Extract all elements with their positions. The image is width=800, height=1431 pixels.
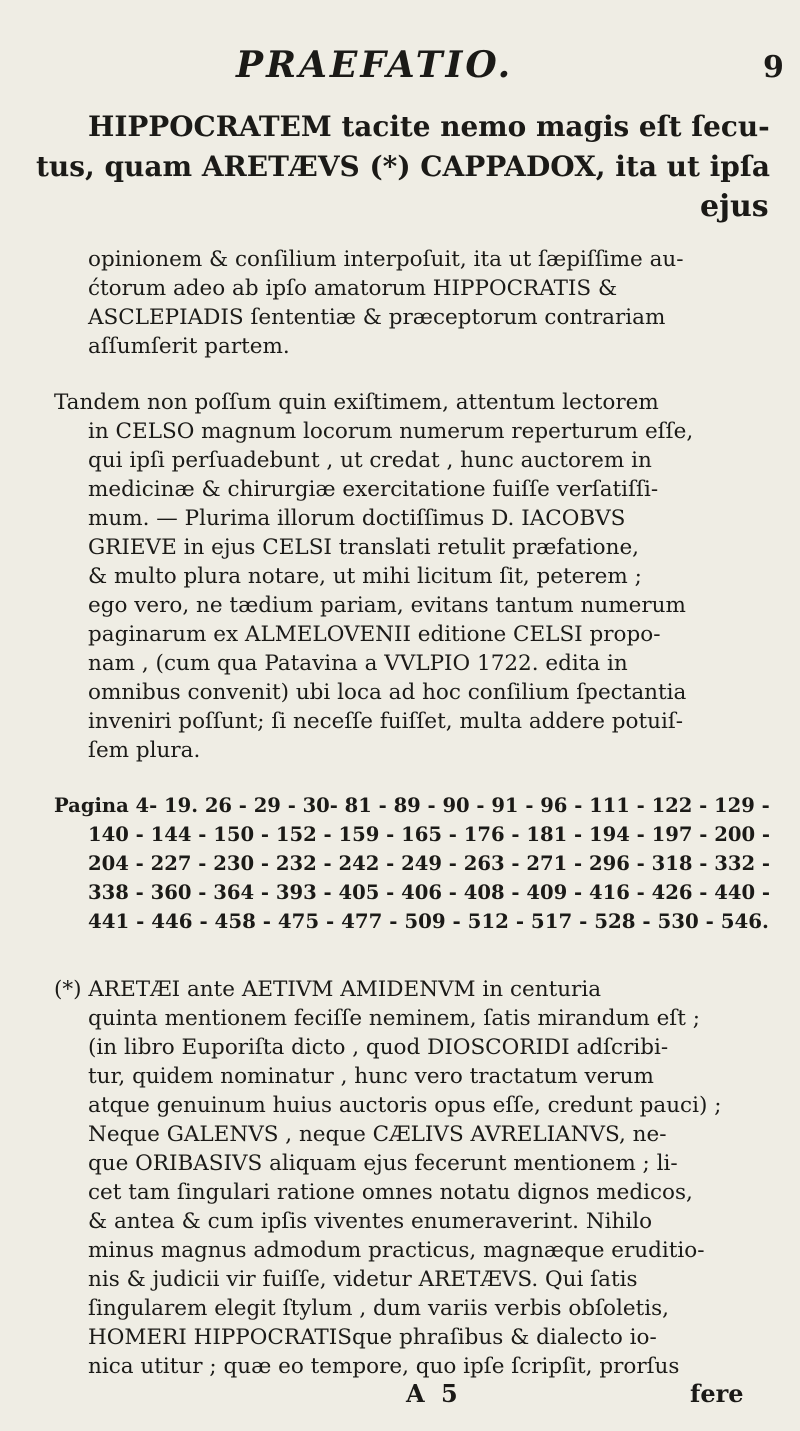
page-list-line: 140 - 144 - 150 - 152 - 159 - 165 - 176 - 181 - 194 - 197 - 200 - — [88, 823, 771, 846]
page-list-line: 204 - 227 - 230 - 232 - 242 - 249 - 263 - 271 - 296 - 318 - 332 - — [88, 852, 771, 875]
text-line: inveniri poſſunt; ſi neceſſe fuiſſet, multa addere potuiſ- — [88, 709, 684, 734]
text-line: ejus — [700, 189, 769, 224]
footnote-line: nica utitur ; quæ eo tempore, quo ipſe ſcripſit, prorſus — [88, 1354, 680, 1379]
page-header — [0, 22, 800, 86]
signature-mark: A 5 — [406, 1379, 462, 1408]
footnote-line: & antea & cum ipſis viventes enumeraverint. Nihilo — [88, 1209, 653, 1234]
footnote-line: minus magnus admodum practicus, magnæque eruditio- — [88, 1238, 705, 1263]
page-list-line: Pagina 4- 19. 26 - 29 - 30- 81 - 89 - 90 - 91 - 96 - 111 - 122 - 129 - — [54, 794, 770, 817]
footnote-line: cet tam ſingulari ratione omnes notatu dignos medicos, — [88, 1180, 693, 1205]
page-list-line: 338 - 360 - 364 - 393 - 405 - 406 - 408 - 409 - 416 - 426 - 440 - — [88, 881, 771, 904]
text-line: & multo plura notare, ut mihi licitum ſit, peterem ; — [88, 564, 642, 589]
text-line: aſſumſerit partem. — [88, 334, 290, 359]
text-line: ASCLEPIADIS ſententiæ & præceptorum contrariam — [88, 305, 666, 330]
text-line: mum. — Plurima illorum doctiſſimus D. IACOBVS — [88, 506, 626, 531]
text-line: in CELSO magnum locorum numerum reperturum eſſe, — [88, 419, 694, 444]
page-number: 9 — [763, 50, 784, 85]
text-line: paginarum ex ALMELOVENII editione CELSI propo- — [88, 622, 661, 647]
text-line: GRIEVE in ejus CELSI translati retulit præfatione, — [88, 535, 640, 560]
text-line: Tandem non poſſum quin exiſtimem, attentum lectorem — [54, 390, 659, 415]
footnote-line: quinta mentionem feciſſe neminem, ſatis mirandum eſt ; — [88, 1006, 700, 1031]
text-line: ćtorum adeo ab ipſo amatorum HIPPOCRATIS & — [88, 276, 618, 301]
text-line: qui ipſi perſuadebunt , ut credat , hunc auctorem in — [88, 448, 652, 473]
footnote-line: ſingularem elegit ſtylum , dum variis verbis obſoletis, — [88, 1296, 669, 1321]
footnote-line: (in libro Euporiſta dicto , quod DIOSCORIDI adſcribi- — [88, 1035, 669, 1060]
running-title: PRAEFATIO. — [236, 44, 514, 86]
catchword: fere — [690, 1379, 744, 1408]
text-line: nam , (cum qua Patavina a VVLPIO 1722. edita in — [88, 651, 628, 676]
footnote-line: nis & judicii vir fuiſſe, videtur ARETÆVS. Qui ſatis — [88, 1267, 638, 1292]
footnote-line: HOMERI HIPPOCRATISque phraſibus & dialecto io- — [88, 1325, 657, 1350]
footnote-line: tur, quidem nominatur , hunc vero tractatum verum — [88, 1064, 654, 1089]
page-list-line: 441 - 446 - 458 - 475 - 477 - 509 - 512 - 517 - 528 - 530 - 546. — [88, 909, 769, 933]
footnote-line: atque genuinum huius auctoris opus eſſe, credunt pauci) ; — [88, 1093, 722, 1118]
text-line: omnibus convenit) ubi loca ad hoc conſilium ſpectantia — [88, 680, 687, 705]
text-line: opinionem & conſilium interpoſuit, ita ut ſæpiſſime au- — [88, 247, 684, 272]
text-line: ego vero, ne tædium pariam, evitans tantum numerum — [88, 593, 686, 618]
text-line: HIPPOCRATEM tacite nemo magis eſt ſecu- — [88, 110, 770, 143]
footnote-line: Neque GALENVS , neque CÆLIVS AVRELIANVS, ne- — [88, 1122, 667, 1147]
text-line: ſem plura. — [88, 738, 201, 763]
footnote-line: que ORIBASIVS aliquam ejus fecerunt mentionem ; li- — [88, 1151, 678, 1176]
text-line: tus, quam ARETÆVS (*) CAPPADOX, ita ut ipſa — [36, 150, 771, 183]
footnote-line: (*) ARETÆI ante AETIVM AMIDENVM in centuria — [54, 977, 602, 1002]
text-line: medicinæ & chirurgiæ exercitatione fuiſſe verſatiſſi- — [88, 477, 659, 502]
